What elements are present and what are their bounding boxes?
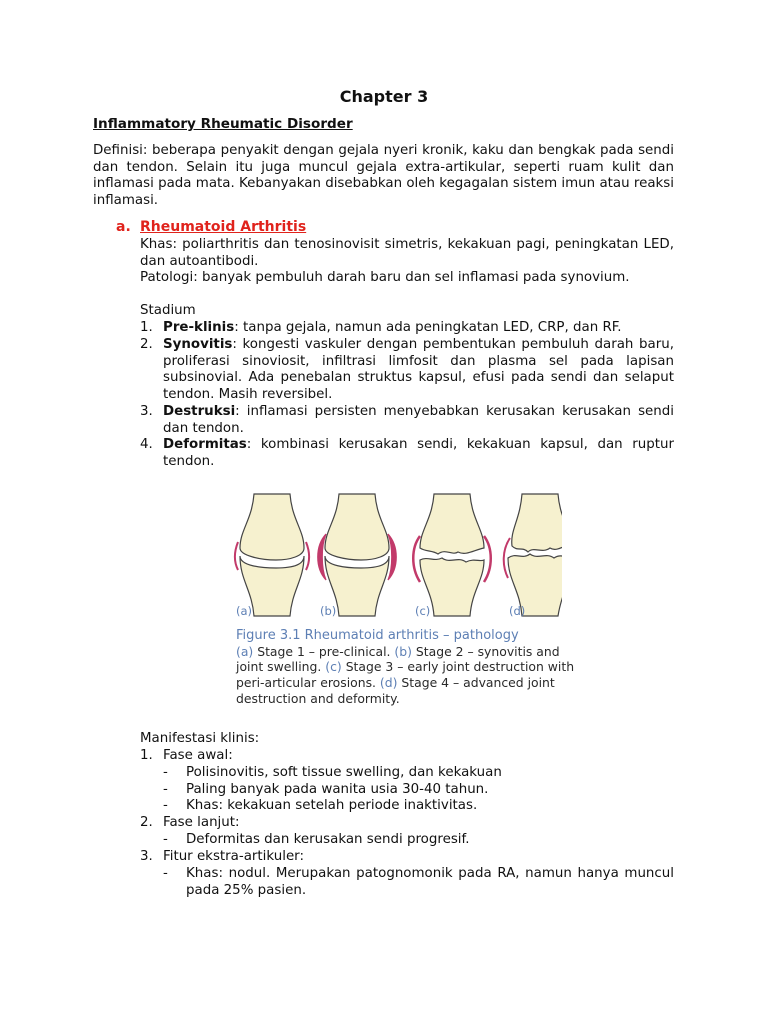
chapter-title: Chapter 3: [339, 87, 429, 106]
figure-label-c: (c): [415, 604, 431, 618]
item-number: 4.: [140, 437, 153, 452]
manifestasi-label: Manifestasi klinis:: [140, 731, 260, 746]
group-title: Fase lanjut:: [163, 815, 240, 830]
patologi-paragraph: Patologi: banyak pembuluh darah baru dan sel inflamasi pada synovium.: [140, 270, 630, 285]
figure-caption: [236, 628, 576, 707]
joint-stage-a: [235, 494, 309, 616]
item-text: : inflamasi persisten menyebabkan kerusakan kerusakan sendi dan tendon.: [163, 404, 674, 436]
joint-stage-d: [504, 494, 562, 616]
document-page: Chapter 3 Inflammatory Rheumatic Disorder Definisi: beberapa penyakit dengan gejala nyeri kronik, kaku dan bengkak pada sendi dan tendon. Selain itu juga muncul gejala extra-artikular, seperti ruam kulit dan inflamasi pada mata. Kebanyakan disebabkan oleh kegagalan sistem imun atau reaksi inflamasi. a. Rheumatoid Arthritis Khas: poliarthritis dan tenosinovisit simetris, kekakuan pagi, peningkatan LED, dan autoantibodi. Patologi: banyak pembuluh darah baru dan sel inflamasi pada synovium. Stadium 1. Pre-klinis: tanpa gejala, namun ada peningkatan LED, CRP, dan RF. 2. Synovitis: kongesti vaskuler dengan pembentukan pembuluh darah baru, proliferasi sinoviosit, infiltrasi limfosit dan plasma sel pada lapisan subsinovial. Ada penebalan struktus kapsul, efusi pada sendi dan selaput tendon. Masih reversibel. 3. Destruksi: inflamasi persisten menyebabkan kerusakan kerusakan sendi dan tendon. 4. Deformitas: kombinasi kerusakan sendi, kekakuan kapsul, dan ruptur tendon. (a) (b) (c) (d) Figure 3.1 Rheumatoid arthritis – pathology (a) Stage 1 – pre-clinical. (b) Stage 2 – synovitis and joint swelling. (c) Stage 3 – early joint destruction with peri-articular erosions. (d) Stage 4 – advanced joint destruction and deformity. Manifestasi klinis: 1. Fase awal: - Polisinovitis, soft tissue swelling, dan kekakuan - Paling banyak pada wanita usia 30-40 tahun. - Khas: kekakuan setelah periode inaktivitas. 2. Fase lanjut: - Deformitas dan kerusakan sendi progresif. 3. Fitur ekstra-artikuler: - Khas: nodul. Merupakan patognomonik pada RA, namun hanya muncul pada 25% pasien.: [0, 0, 768, 1024]
item-term: Pre-klinis: [163, 320, 235, 335]
figure-label-d: (d): [509, 604, 526, 618]
item-text: : kombinasi kerusakan sendi, kekakuan kapsul, dan ruptur tendon.: [163, 437, 674, 469]
joint-stage-b: [318, 494, 397, 616]
group-title: Fitur ekstra-artikuler:: [163, 849, 304, 864]
item-text: : kongesti vaskuler dengan pembentukan pembuluh darah baru, proliferasi sinoviosit, infiltrasi limfosit dan plasma sel pada lapisan subsinovial. Ada penebalan struktus kapsul, efusi pada sendi dan selaput tendon. Masih reversibel.: [163, 337, 674, 402]
item-term: Deformitas: [163, 437, 247, 452]
group-title: Fase awal:: [163, 748, 233, 763]
definition-paragraph: Definisi: beberapa penyakit dengan gejala nyeri kronik, kaku dan bengkak pada sendi dan tendon. Selain itu juga muncul gejala extra-artikular, seperti ruam kulit dan inflamasi pada mata. Kebanyakan disebabkan oleh kegagalan sistem imun atau reaksi inflamasi.: [93, 143, 674, 208]
subsection-title: Rheumatoid Arthritis: [140, 219, 307, 235]
figure-caption-body: (a) Stage 1 – pre-clinical. (b) Stage 2 – synovitis and joint swelling. (c) Stage 3 – early joint destruction with peri-articular erosions. (d) Stage 4 – advanced joint destruction and deformity.: [236, 643, 575, 706]
figure-label-b: (b): [320, 604, 337, 618]
item-text: : tanpa gejala, namun ada peningkatan LED, CRP, dan RF.: [234, 320, 622, 335]
section-heading: Inflammatory Rheumatic Disorder: [93, 116, 353, 132]
joint-stage-c: [413, 494, 491, 616]
subsection-label: a.: [116, 219, 131, 235]
stadium-label: Stadium: [140, 303, 196, 318]
figure-label-a: (a): [236, 604, 253, 618]
item-term: Destruksi: [163, 404, 236, 419]
item-number: 1.: [140, 320, 153, 335]
figure-caption-title: Figure 3.1 Rheumatoid arthritis – pathology: [236, 628, 519, 643]
item-term: Synovitis: [163, 337, 233, 352]
item-number: 2.: [140, 337, 153, 352]
item-number: 3.: [140, 404, 153, 419]
khas-paragraph: Khas: poliarthritis dan tenosinovisit simetris, kekakuan pagi, peningkatan LED, dan autoantibodi.: [140, 237, 674, 269]
